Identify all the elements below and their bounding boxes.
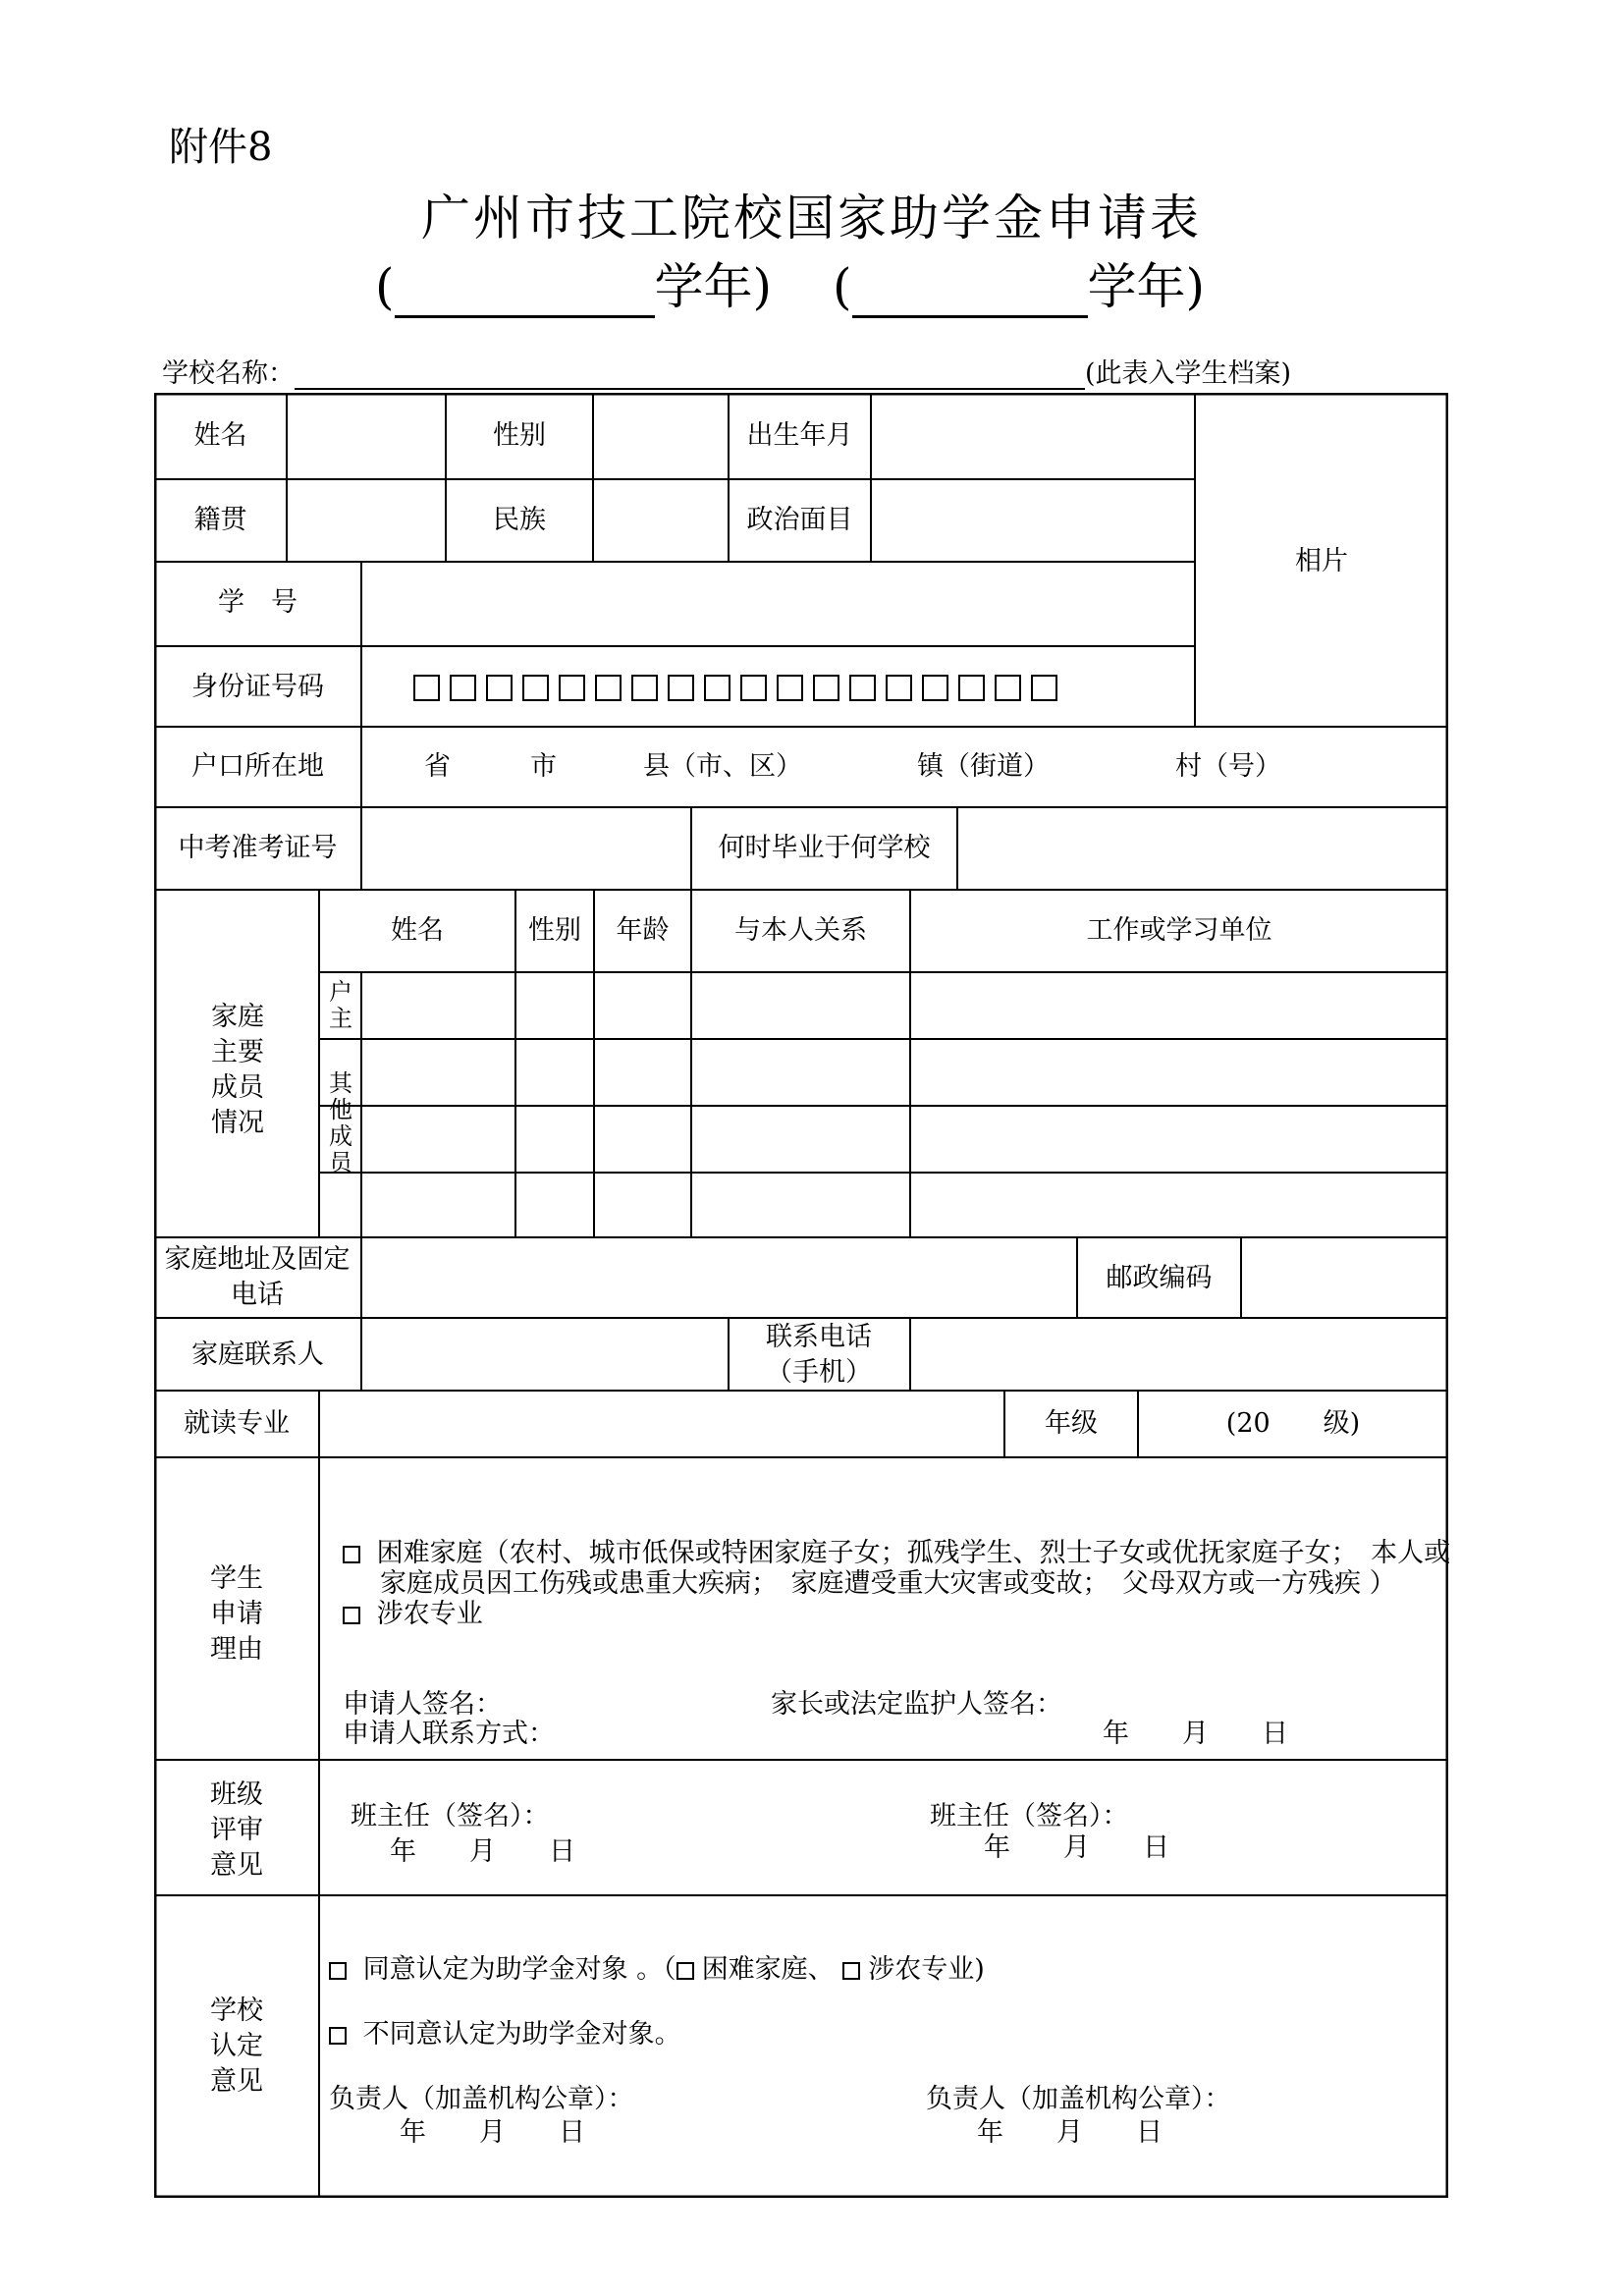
disagree-checkbox[interactable]	[329, 2027, 347, 2045]
hardship-checkbox[interactable]	[343, 1546, 360, 1563]
name-field[interactable]	[287, 393, 446, 479]
agree-option[interactable]	[329, 1952, 985, 1988]
hardship-text-1: 困难家庭（农村、城市低保或特困家庭子女；孤残学生、烈士子女或优抚家庭子女； 本人或	[376, 1538, 1451, 1568]
class-date-1: 年 月 日	[390, 1836, 575, 1867]
other-members-label: 其他成员	[329, 1069, 352, 1176]
agri-text: 涉农专业	[376, 1599, 483, 1629]
disagree-option[interactable]	[329, 2017, 681, 2052]
application-form	[154, 393, 1451, 2198]
major-label: 就读专业	[184, 1408, 290, 1439]
school-year-1	[375, 247, 772, 318]
disagree-text: 不同意认定为助学金对象。	[362, 2019, 681, 2050]
school-date-1: 年 月 日	[400, 2117, 585, 2148]
political-label: 政治面目	[746, 505, 853, 535]
school-review-title: 学校认定意见	[210, 1995, 263, 2097]
school-date-2: 年 月 日	[977, 2117, 1163, 2148]
agree-hardship-checkbox[interactable]	[676, 1962, 694, 1980]
school-name-field[interactable]	[295, 358, 1085, 390]
birth-label: 出生年月	[746, 420, 853, 451]
reason-title: 学生申请理由	[210, 1563, 263, 1665]
agree-text: 同意认定为助学金对象 。（	[362, 1954, 676, 1985]
family-title: 家庭主要成员情况	[211, 1002, 264, 1138]
gender-field[interactable]	[593, 393, 729, 479]
responsible-sign-2: 负责人（加盖机构公章）：	[926, 2084, 1231, 2114]
student-no-field[interactable]	[361, 562, 1195, 646]
school-name-label: 学校名称：	[162, 358, 295, 389]
form-title: 广州市技工院校国家助学金申请表	[421, 190, 1202, 246]
teacher-sign-1: 班主任（签名）：	[351, 1801, 550, 1831]
agree-agri-text: 涉农专业)	[868, 1954, 985, 1985]
year-open-paren-1: (	[375, 258, 395, 315]
contact-label: 家庭联系人	[191, 1339, 324, 1370]
address-label: 家庭地址及固定电话	[164, 1244, 351, 1310]
reason-option-agri[interactable]	[343, 1597, 483, 1632]
id-no-boxes[interactable]	[413, 670, 1067, 705]
applicant-sign: 申请人签名：	[343, 1689, 502, 1720]
applicant-contact: 申请人联系方式：	[343, 1719, 555, 1749]
agree-checkbox[interactable]	[329, 1962, 347, 1980]
postcode-label: 邮政编码	[1106, 1263, 1213, 1293]
photo-label: 相片	[1295, 546, 1348, 576]
year-label-2: 学年)	[1087, 258, 1206, 315]
grade-label: 年级	[1045, 1408, 1098, 1439]
id-no-label: 身份证号码	[191, 672, 324, 702]
reason-date: 年 月 日	[1103, 1719, 1288, 1749]
year-blank-2[interactable]	[852, 272, 1088, 318]
year-label-1: 学年)	[654, 258, 773, 315]
graduation-label: 何时毕业于何学校	[718, 833, 931, 863]
exam-no-label: 中考准考证号	[178, 833, 338, 863]
village-label: 村（号）	[1175, 751, 1281, 782]
grade-value: (20 级)	[1225, 1408, 1361, 1439]
town-label: 镇（街道）	[917, 751, 1050, 782]
col-relation-header: 与本人关系	[734, 915, 867, 946]
school-name-row	[162, 352, 1291, 390]
hardship-text-2: 家庭成员因工伤残或患重大疾病； 家庭遭受重大灾害或变故； 父母双方或一方残疾 ）	[380, 1568, 1396, 1599]
school-year-2	[833, 247, 1205, 318]
year-open-paren-2: (	[833, 258, 852, 315]
guardian-sign: 家长或法定监护人签名：	[771, 1689, 1062, 1720]
student-no-label: 学 号	[218, 587, 298, 618]
agri-checkbox[interactable]	[343, 1607, 360, 1624]
col-age-header: 年龄	[616, 915, 670, 946]
phone-label: 联系电话（手机）	[766, 1322, 872, 1388]
col-name-header: 姓名	[391, 915, 444, 946]
native-label: 籍贯	[193, 505, 247, 535]
city-label: 市	[530, 751, 557, 782]
teacher-sign-2: 班主任（签名）：	[930, 1801, 1129, 1831]
name-label: 姓名	[193, 420, 247, 451]
agree-hardship-text: 困难家庭、	[701, 1954, 835, 1985]
col-work-header: 工作或学习单位	[1086, 915, 1272, 946]
archive-note: (此表入学生档案)	[1085, 358, 1292, 389]
householder-label: 户主	[329, 978, 352, 1032]
birth-field[interactable]	[871, 393, 1195, 479]
household-label: 户口所在地	[191, 751, 324, 782]
responsible-sign-1: 负责人（加盖机构公章）：	[329, 2084, 634, 2114]
class-review-title: 班级评审意见	[210, 1779, 263, 1881]
ethnic-label: 民族	[493, 505, 546, 535]
col-gender-header: 性别	[528, 915, 581, 946]
county-label: 县（市、区）	[643, 751, 802, 782]
agree-agri-checkbox[interactable]	[842, 1962, 860, 1980]
attachment-label: 附件8	[169, 125, 273, 170]
year-blank-1[interactable]	[395, 272, 655, 318]
gender-label: 性别	[493, 420, 546, 451]
class-date-2: 年 月 日	[984, 1832, 1169, 1863]
province-label: 省	[424, 751, 451, 782]
